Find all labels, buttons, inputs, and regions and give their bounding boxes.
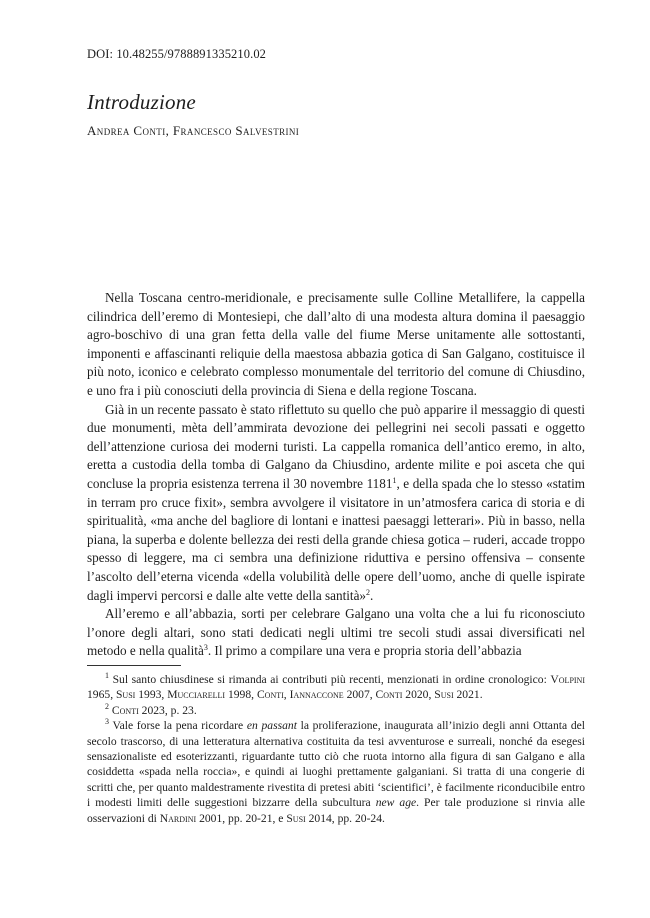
paragraph-3 — [87, 605, 585, 661]
footnote-3-part-d: 2001, pp. 20-21, e — [199, 811, 284, 825]
footnotes — [87, 672, 585, 826]
footnote-2-citation: 2023, p. 23. — [141, 703, 197, 717]
chapter-authors: Andrea Conti, Francesco Salvestrini — [87, 123, 300, 138]
footnote-3-italic-new-age: new age — [375, 796, 417, 810]
paragraph-2-part-b: , e della spada che lo stesso «statim in terram pro cruce fixit», sembra avvolgere il visitatore in un’atmosfera carica di storia e di spiritualità, «ma anche del bagliore di lontani e inattesi paesaggi letterari». Più in basso, nella piana, la superba e dolente bellezza dei resti della grande chiesa gotica – ruderi, accade troppo spesso di leggere, ma ci sembra una definizione riduttiva e persino offensiva – consente l’ascolto dell’eterna vicenda «della volubilità delle opere dell’uomo, anche di quelle ispirate dagli impervi percorsi e dalle alte vette della santità» — [87, 475, 585, 603]
footnote-2-author: Conti — [111, 703, 139, 717]
body-text — [87, 289, 585, 661]
footnote-3-author-susi: Susi — [286, 811, 306, 825]
footnote-3 — [87, 718, 585, 826]
doi-header: DOI: 10.48255/9788891335210.02 — [87, 47, 267, 61]
paragraph-2 — [87, 401, 585, 606]
paragraph-1: Nella Toscana centro-meridionale, e precisamente sulle Colline Metallifere, la cappella cilindrica dell’eremo di Montesiepi, che dall’alto di una modesta altura domina il paesaggio agro-boschivo di una gran fetta della valle del fiume Merse unitamente alle sottostanti, imponenti e affascinanti reliquie della maestosa abbazia gotica di San Galgano, costituisce il più noto, iconico e celebrato complesso monumentale del territorio del comune di Chiusdino, e uno fra i più conosciuti della provincia di Siena e della regione Toscana. — [87, 290, 585, 398]
footnote-3-part-b: la proliferazione, inaugurata all’inizio degli anni Ottanta del secolo trascorso, di una letteratura alternativa costituita da tesi avventurose e surreali, nonché da esegesi sensazionaliste ed esoterizzanti, riguardante tutto ciò che ruota intorno alla figura di san Galgano e alla cosiddetta «spada nella roccia», e quindi ai luoghi prettamente galganiani. Si tratta di una congerie di scritti che, per quanto maldestramente rivestita di pretesi abiti ‘scientifici’, è facilmente riconducibile entro i modesti limiti delle suggestioni bizzarre della subcultura — [87, 719, 585, 810]
paragraph-3-part-a: All’eremo e all’abbazia, sorti per celebrare Galgano una volta che a lui fu riconosciuto l’onore degli altari, sono stati dedicati negli ultimi tre secoli studi assai diversificati nel metodo e nella qualità — [87, 606, 585, 659]
footnote-ref-2[interactable]: 2 — [366, 587, 371, 597]
paragraph-2-part-a: Già in un recente passato è stato riflettuto su quello che può apparire il messaggio di questi due monumenti, mèta dell’ammirata devozione dei pellegrini nei secoli passati e oggetto dell’attenzione curiosa dei moderni turisti. La cappella romanica dell’antico eremo, in alto, eretta a custodia della tomba di Galgano da Chiusdino, ardente milite e poi asceta che qui concluse la propria esistenza terrena il 30 novembre 1181 — [87, 401, 585, 491]
footnote-3-author-nardini: Nardini — [159, 811, 197, 825]
footnote-divider — [87, 665, 181, 666]
footnote-3-part-e: 2014, pp. 20-24. — [308, 811, 385, 825]
footnote-3-italic-en-passant: en passant — [246, 719, 297, 733]
footnote-3-part-a: Vale forse la pena ricordare — [112, 719, 244, 733]
footnote-2 — [87, 703, 585, 718]
footnote-1-text: Sul santo chiusdinese si rimanda ai contributi più recenti, menzionati in ordine cronologico: — [112, 673, 547, 686]
footnote-ref-3[interactable]: 3 — [203, 643, 208, 653]
footnote-1-number: 1 — [105, 671, 109, 680]
paragraph-2-part-c: . — [370, 587, 374, 603]
footnote-2-number: 2 — [105, 701, 109, 711]
chapter-title: Introduzione — [87, 90, 196, 114]
footnote-ref-1[interactable]: 1 — [392, 475, 397, 485]
footnote-3-number: 3 — [105, 717, 109, 727]
footnote-1 — [87, 672, 585, 703]
footnote-3-part-c: . Per tale produzione si rinvia alle osservazioni di — [87, 796, 585, 825]
footnote-1-references: Volpini 1965, Susi 1993, Mucciarelli 1998, Conti, Iannaccone 2007, Conti 2020, Susi 2021. — [87, 673, 585, 702]
paragraph-3-part-b: . Il primo a compilare una vera e propria storia dell’abbazia — [207, 643, 522, 659]
